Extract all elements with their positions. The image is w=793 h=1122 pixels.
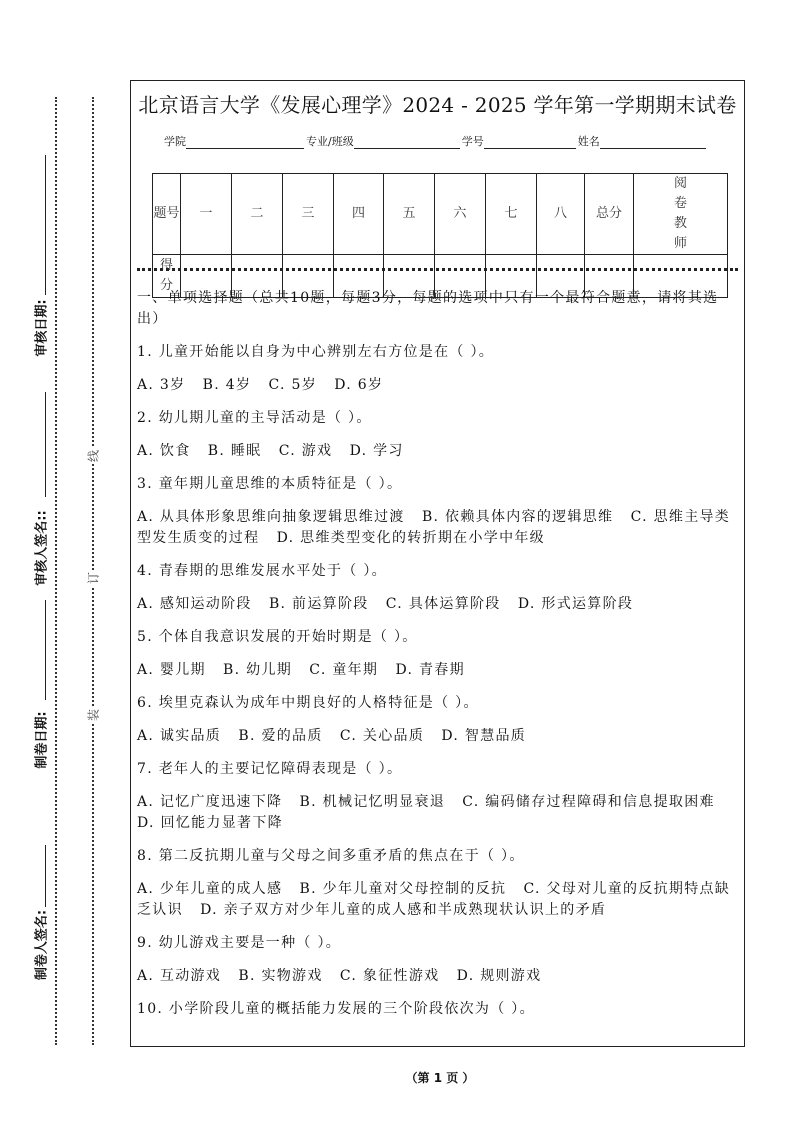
question: 6. 埃里克森认为成年中期良好的人格特征是（ ）。 bbox=[137, 695, 479, 711]
question: 10. 小学阶段儿童的概括能力发展的三个阶段依次为（ ）。 bbox=[137, 1001, 535, 1017]
column-header: 五 bbox=[384, 174, 435, 255]
preparer-signature-line bbox=[45, 845, 46, 907]
question: 2. 幼儿期儿童的主导活动是（ ）。 bbox=[137, 410, 372, 426]
column-header: 七 bbox=[486, 174, 537, 255]
student-id-label: 学号 bbox=[461, 135, 484, 148]
preparer-signature-label: 制卷人签名: bbox=[34, 909, 50, 981]
review-date-label: 审核日期: bbox=[34, 299, 50, 357]
question: 3. 童年期儿童思维的本质特征是（ ）。 bbox=[137, 476, 403, 492]
score-table bbox=[152, 173, 728, 298]
column-header: 四 bbox=[334, 174, 384, 255]
column-header: 二 bbox=[232, 174, 283, 255]
review-date-line bbox=[45, 155, 46, 295]
binding-dotted-line-outer bbox=[55, 97, 57, 1045]
grader-header: 阅卷教师 bbox=[634, 174, 728, 255]
column-header: 八 bbox=[537, 174, 585, 255]
options: A. 婴儿期 B. 幼儿期 C. 童年期 D. 青春期 bbox=[137, 662, 465, 678]
score-row-header: 得分 bbox=[153, 255, 181, 298]
question-section bbox=[137, 288, 738, 1032]
column-header: 六 bbox=[435, 174, 486, 255]
reviewer-signature-line bbox=[45, 392, 46, 497]
column-header: 一 bbox=[181, 174, 232, 255]
question: 9. 幼儿游戏主要是一种（ ）。 bbox=[137, 935, 342, 951]
question: 4. 青春期的思维发展水平处于（ ）。 bbox=[137, 563, 387, 579]
student-id-field[interactable] bbox=[484, 136, 576, 149]
options: A. 少年儿童的成人感 B. 少年儿童对父母控制的反抗 C. 父母对儿童的反抗期特点缺乏认识 D. 亲子双方对少年儿童的成人感和半成熟现状认识上的矛盾 bbox=[137, 881, 731, 918]
options: A. 互动游戏 B. 实物游戏 C. 象征性游戏 D. 规则游戏 bbox=[137, 968, 542, 984]
question-number-header: 题号 bbox=[153, 174, 181, 255]
options: A. 从具体形象思维向抽象逻辑思维过渡 B. 依赖具体内容的逻辑思维 C. 思维主导类型发生质变的过程 D. 思维类型变化的转折期在小学中年级 bbox=[137, 509, 731, 546]
college-label: 学院 bbox=[164, 135, 186, 148]
question: 8. 第二反抗期儿童与父母之间多重矛盾的焦点在于（ ）。 bbox=[137, 848, 525, 864]
question-number-row bbox=[153, 174, 728, 255]
section-heading: 一、单项选择题（总共10题，每题3分，每题的选项中只有一个最符合题意，请将其选出） bbox=[137, 290, 719, 327]
options: A. 诚实品质 B. 爱的品质 C. 关心品质 D. 智慧品质 bbox=[137, 728, 527, 744]
options: A. 记忆广度迅速下降 B. 机械记忆明显衰退 C. 编码储存过程障碍和信息提取困难 D. 回忆能力显著下降 bbox=[137, 794, 733, 831]
column-header: 总分 bbox=[585, 174, 634, 255]
exam-frame bbox=[130, 80, 745, 1047]
college-field[interactable] bbox=[186, 136, 304, 149]
student-info-fields bbox=[164, 133, 708, 149]
options: A. 饮食 B. 睡眠 C. 游戏 D. 学习 bbox=[137, 443, 404, 459]
prepare-date-label: 制卷日期: bbox=[34, 711, 50, 769]
question: 7. 老年人的主要记忆障碍表现是（ ）。 bbox=[137, 761, 403, 777]
page-number: （第 1 页 ） bbox=[405, 1071, 475, 1085]
question: 5. 个体自我意识发展的开始时期是（ ）。 bbox=[137, 629, 418, 645]
options: A. 感知运动阶段 B. 前运算阶段 C. 具体运算阶段 D. 形式运算阶段 bbox=[137, 596, 634, 612]
column-header: 三 bbox=[283, 174, 334, 255]
binding-mark-ding: 订 bbox=[86, 571, 101, 585]
prepare-date-line bbox=[45, 600, 46, 700]
section-divider bbox=[137, 268, 738, 271]
exam-title: 北京语言大学《发展心理学》2024 - 2025 学年第一学期期末试卷 bbox=[138, 93, 737, 117]
binding-mark-xian: 线 bbox=[86, 449, 101, 463]
major-class-label: 专业/班级 bbox=[306, 135, 354, 148]
reviewer-signature-label: 审核人签名:: bbox=[34, 510, 50, 586]
major-class-field[interactable] bbox=[354, 136, 460, 149]
binding-mark-zhuang: 装 bbox=[86, 708, 101, 722]
options: A. 3岁 B. 4岁 C. 5岁 D. 6岁 bbox=[137, 377, 384, 393]
name-field[interactable] bbox=[600, 136, 706, 149]
name-label: 姓名 bbox=[577, 135, 600, 148]
question: 1. 儿童开始能以自身为中心辨别左右方位是在（ ）。 bbox=[137, 344, 495, 360]
